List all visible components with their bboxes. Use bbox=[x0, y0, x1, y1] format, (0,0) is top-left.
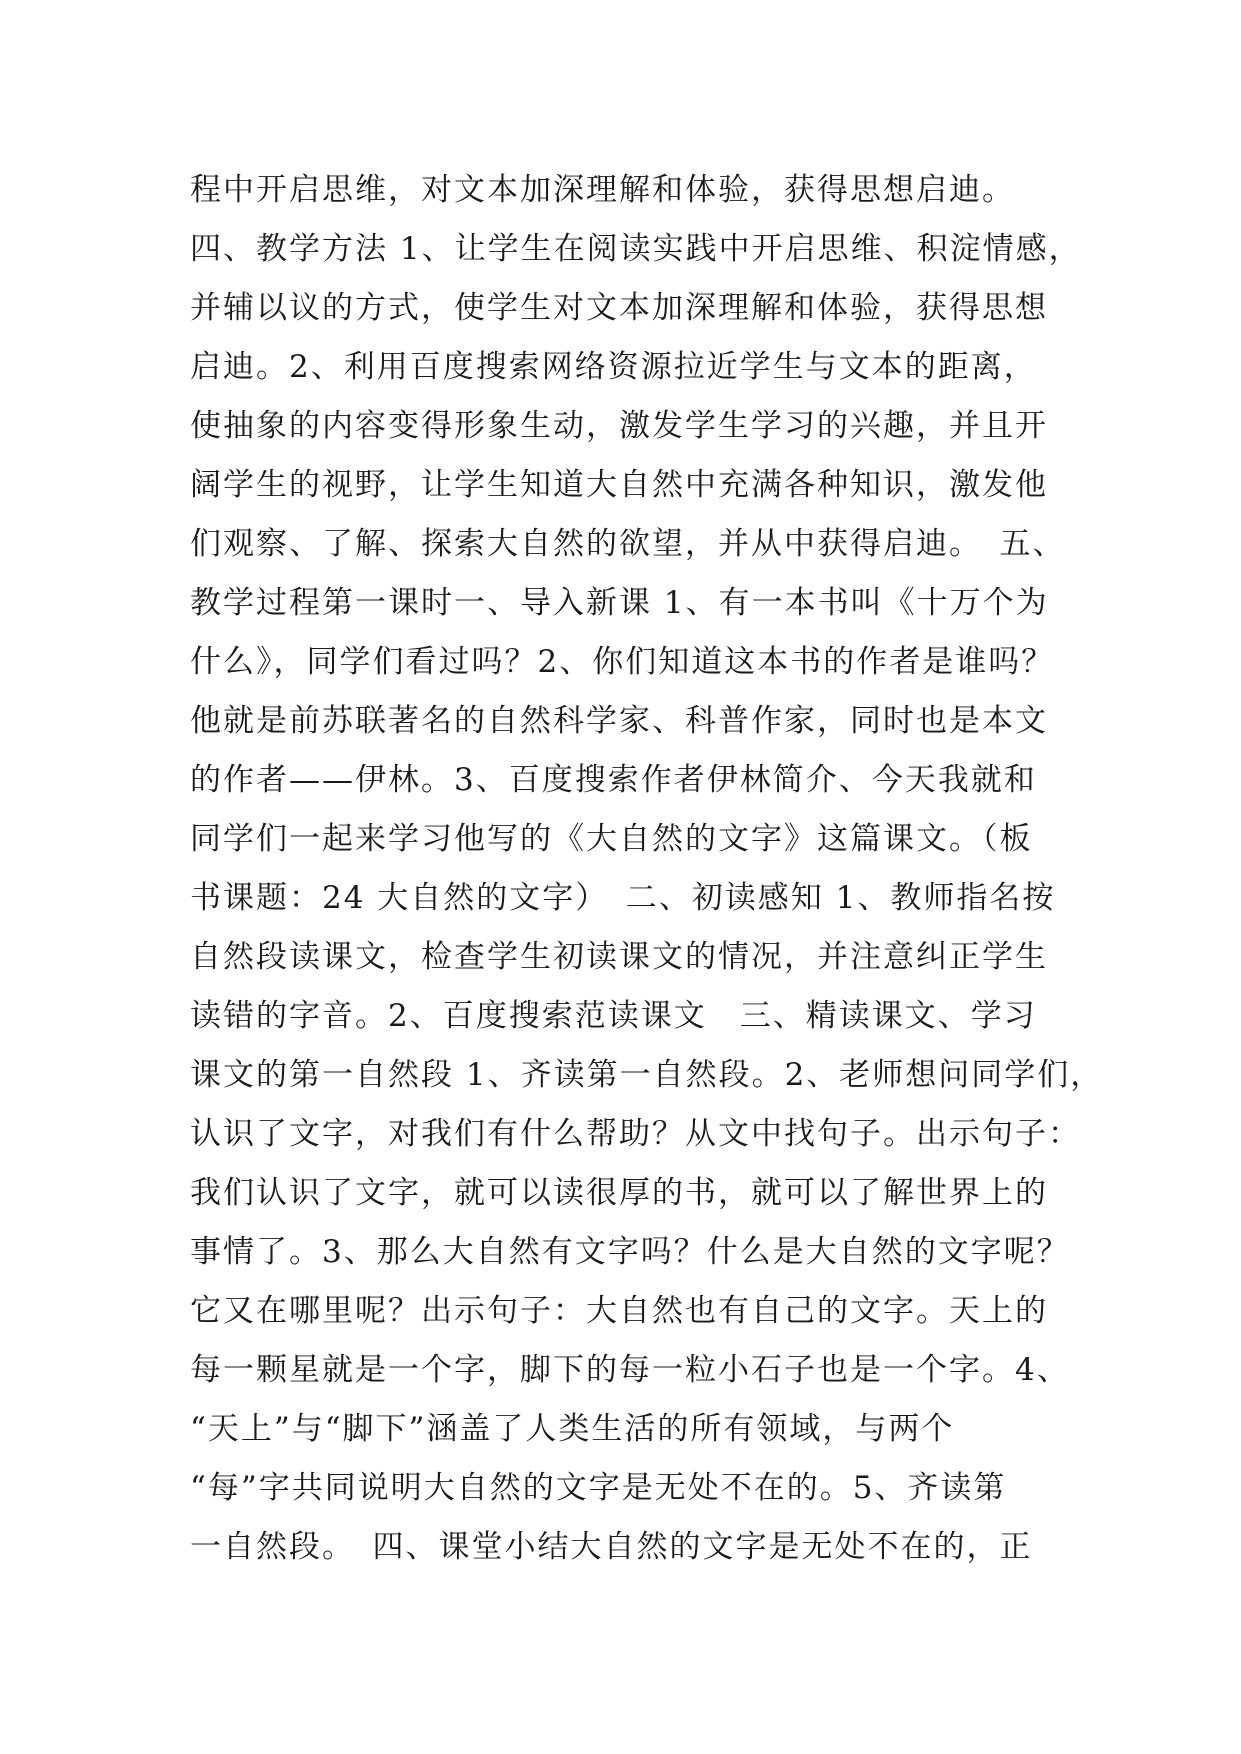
text-line: 我们认识了文字，就可以读很厚的书，就可以了解世界上的 bbox=[190, 1175, 1048, 1211]
text-line: 四、教学方法 1、让学生在阅读实践中开启思维、积淀情感， bbox=[190, 231, 1082, 267]
text-line: 自然段读课文，检查学生初读课文的情况，并注意纠正学生 bbox=[190, 939, 1048, 975]
text-line: 并辅以议的方式，使学生对文本加深理解和体验，获得思想 bbox=[190, 290, 1048, 326]
text-line: 使抽象的内容变得形象生动，激发学生学习的兴趣，并且开 bbox=[190, 408, 1048, 444]
text-line: “每”字共同说明大自然的文字是无处不在的。5、齐读第 bbox=[190, 1470, 1007, 1506]
text-line: “天上”与“脚下”涵盖了人类生活的所有领域，与两个 bbox=[190, 1411, 955, 1447]
text-line: 程中开启思维，对文本加深理解和体验，获得思想启迪。 bbox=[190, 172, 1015, 208]
text-line: 书课题：24 大自然的文字） 二、初读感知 1、教师指名按 bbox=[190, 880, 1056, 916]
text-line: 课文的第一自然段 1、齐读第一自然段。2、老师想问同学们， bbox=[190, 1057, 1104, 1093]
text-line: 的作者——伊林。3、百度搜索作者伊林简介、今天我就和 bbox=[190, 762, 1037, 798]
text-line: 什么》，同学们看过吗？2、你们知道这本书的作者是谁吗？ bbox=[190, 644, 1055, 680]
text-line: 们观察、了解、探索大自然的欲望，并从中获得启迪。 五、 bbox=[190, 526, 1066, 562]
text-line: 同学们一起来学习他写的《大自然的文字》这篇课文。（板 bbox=[190, 821, 1033, 857]
text-line: 读错的字音。2、百度搜索范读课文 三、精读课文、学习 bbox=[190, 998, 1037, 1034]
body-text bbox=[190, 161, 1130, 1577]
text-line: 它又在哪里呢？出示句子：大自然也有自己的文字。天上的 bbox=[190, 1293, 1048, 1329]
text-line: 事情了。3、那么大自然有文字吗？什么是大自然的文字呢？ bbox=[190, 1234, 1070, 1270]
text-line: 教学过程第一课时一、导入新课 1、有一本书叫《十万个为 bbox=[190, 585, 1049, 621]
text-line: 启迪。2、利用百度搜索网络资源拉近学生与文本的距离， bbox=[190, 349, 1037, 385]
text-line: 一自然段。 四、课堂小结大自然的文字是无处不在的，正 bbox=[190, 1529, 1033, 1565]
text-line: 每一颗星就是一个字，脚下的每一粒小石子也是一个字。4、 bbox=[190, 1352, 1070, 1388]
text-line: 他就是前苏联著名的自然科学家、科普作家，同时也是本文 bbox=[190, 703, 1048, 739]
text-line: 阔学生的视野，让学生知道大自然中充满各种知识，激发他 bbox=[190, 467, 1048, 503]
text-line: 认识了文字，对我们有什么帮助？从文中找句子。出示句子： bbox=[190, 1116, 1081, 1152]
